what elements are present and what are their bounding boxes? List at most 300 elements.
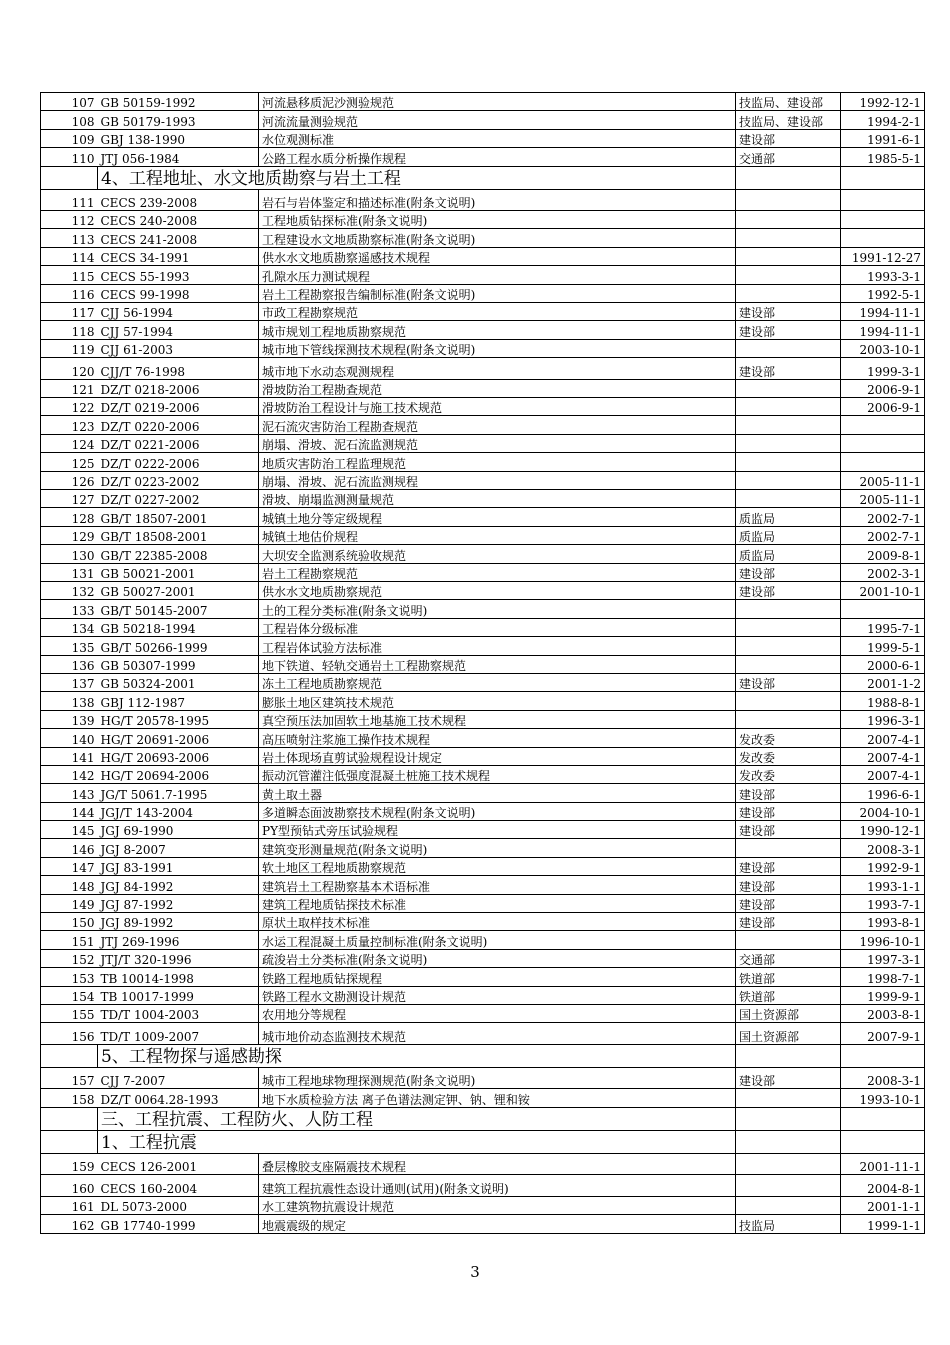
standard-code: CECS 239-2008	[98, 189, 259, 211]
issuing-department	[736, 471, 841, 489]
table-row	[41, 931, 925, 949]
section-spacer-cell	[41, 1130, 98, 1153]
table-row	[41, 398, 925, 416]
standard-name: 供水水文地质勘察遥感技术规程	[259, 247, 736, 265]
table-row	[41, 284, 925, 302]
issuing-department: 建设部	[736, 563, 841, 581]
table-row	[41, 894, 925, 912]
standard-name: 建筑工程抗震性态设计通则(试用)(附条文说明)	[259, 1175, 736, 1197]
effective-date: 1995-7-1	[841, 618, 925, 636]
standard-code: TD/T 1004-2003	[98, 1004, 259, 1022]
standard-code: CJJ 61-2003	[98, 339, 259, 357]
row-number: 127	[41, 490, 98, 508]
effective-date: 2006-9-1	[841, 398, 925, 416]
row-number: 108	[41, 111, 98, 129]
standard-code: GB/T 50145-2007	[98, 600, 259, 618]
table-row	[41, 266, 925, 284]
row-number: 122	[41, 398, 98, 416]
row-number: 154	[41, 986, 98, 1004]
row-number: 140	[41, 729, 98, 747]
row-number: 112	[41, 211, 98, 229]
row-number: 162	[41, 1215, 98, 1233]
issuing-department: 技监局	[736, 1215, 841, 1233]
table-row	[41, 303, 925, 321]
effective-date: 2000-6-1	[841, 655, 925, 673]
standard-name: 岩土工程勘察报告编制标准(附条文说明)	[259, 284, 736, 302]
standard-name: 城市工程地球物理探测规范(附条文说明)	[259, 1067, 736, 1089]
section-dept-cell	[736, 1107, 841, 1130]
table-row	[41, 321, 925, 339]
row-number: 158	[41, 1089, 98, 1107]
effective-date	[841, 211, 925, 229]
table-row	[41, 229, 925, 247]
issuing-department: 质监局	[736, 545, 841, 563]
effective-date: 1988-8-1	[841, 692, 925, 710]
issuing-department	[736, 600, 841, 618]
row-number: 124	[41, 434, 98, 452]
effective-date: 2004-8-1	[841, 1175, 925, 1197]
table-row	[41, 1067, 925, 1089]
table-row	[41, 1004, 925, 1022]
table-row	[41, 508, 925, 526]
section-spacer-cell	[41, 1107, 98, 1130]
standard-name: 公路工程水质分析操作规程	[259, 148, 736, 166]
table-row	[41, 821, 925, 839]
standard-code: CECS 99-1998	[98, 284, 259, 302]
effective-date: 1996-6-1	[841, 784, 925, 802]
standard-code: GB/T 22385-2008	[98, 545, 259, 563]
standard-name: 供水水文地质勘察规范	[259, 581, 736, 599]
table-row	[41, 986, 925, 1004]
issuing-department: 建设部	[736, 913, 841, 931]
issuing-department	[736, 490, 841, 508]
row-number: 153	[41, 968, 98, 986]
standard-name: 河流流量测验规范	[259, 111, 736, 129]
issuing-department	[736, 416, 841, 434]
row-number: 161	[41, 1196, 98, 1214]
standard-code: JGJ 83-1991	[98, 857, 259, 875]
table-row	[41, 857, 925, 875]
issuing-department: 发改委	[736, 729, 841, 747]
table-row	[41, 129, 925, 147]
table-row	[41, 618, 925, 636]
table-row	[41, 211, 925, 229]
table-row	[41, 453, 925, 471]
table-row	[41, 148, 925, 166]
issuing-department	[736, 618, 841, 636]
issuing-department	[736, 637, 841, 655]
issuing-department: 建设部	[736, 784, 841, 802]
row-number: 160	[41, 1175, 98, 1197]
standard-name: 城镇土地估价规程	[259, 526, 736, 544]
issuing-department	[736, 1089, 841, 1107]
table-row	[41, 839, 925, 857]
table-row	[41, 471, 925, 489]
issuing-department	[736, 931, 841, 949]
effective-date: 2002-3-1	[841, 563, 925, 581]
table-row	[41, 545, 925, 563]
table-row	[41, 949, 925, 967]
row-number: 120	[41, 358, 98, 380]
standard-code: JGJ/T 143-2004	[98, 802, 259, 820]
table-row	[41, 339, 925, 357]
effective-date	[841, 229, 925, 247]
issuing-department: 建设部	[736, 673, 841, 691]
table-row	[41, 876, 925, 894]
table-row	[41, 1023, 925, 1045]
standard-code: JGJ 89-1992	[98, 913, 259, 931]
standard-name: 孔隙水压力测试规程	[259, 266, 736, 284]
effective-date: 1991-12-27	[841, 247, 925, 265]
issuing-department	[736, 1175, 841, 1197]
row-number: 111	[41, 189, 98, 211]
standard-code: DZ/T 0218-2006	[98, 379, 259, 397]
standard-code: DL 5073-2000	[98, 1196, 259, 1214]
effective-date: 1999-5-1	[841, 637, 925, 655]
row-number: 151	[41, 931, 98, 949]
effective-date: 1999-9-1	[841, 986, 925, 1004]
standard-code: CJJ/T 76-1998	[98, 358, 259, 380]
standard-name: 原状土取样技术标准	[259, 913, 736, 931]
issuing-department	[736, 1153, 841, 1175]
standard-name: 建筑工程地质钻探技术标准	[259, 894, 736, 912]
row-number: 119	[41, 339, 98, 357]
row-number: 118	[41, 321, 98, 339]
issuing-department: 建设部	[736, 802, 841, 820]
effective-date: 2003-8-1	[841, 1004, 925, 1022]
row-number: 156	[41, 1023, 98, 1045]
standard-code: HG/T 20694-2006	[98, 765, 259, 783]
row-number: 130	[41, 545, 98, 563]
issuing-department	[736, 434, 841, 452]
section-header-row	[41, 166, 925, 189]
issuing-department: 交通部	[736, 949, 841, 967]
section-title: 三、工程抗震、工程防火、人防工程	[98, 1107, 736, 1130]
row-number: 143	[41, 784, 98, 802]
effective-date: 1991-6-1	[841, 129, 925, 147]
standard-name: 滑坡、崩塌监测测量规范	[259, 490, 736, 508]
standard-name: 多道瞬态面波勘察技术规程(附条文说明)	[259, 802, 736, 820]
standard-code: CECS 160-2004	[98, 1175, 259, 1197]
effective-date: 2001-10-1	[841, 581, 925, 599]
standard-name: 冻土工程地质勘察规范	[259, 673, 736, 691]
issuing-department: 技监局、建设部	[736, 111, 841, 129]
standard-code: CJJ 57-1994	[98, 321, 259, 339]
effective-date: 2002-7-1	[841, 526, 925, 544]
issuing-department	[736, 453, 841, 471]
effective-date: 2003-10-1	[841, 339, 925, 357]
issuing-department	[736, 398, 841, 416]
effective-date	[841, 189, 925, 211]
table-row	[41, 673, 925, 691]
section-date-cell	[841, 1044, 925, 1067]
table-row	[41, 1089, 925, 1107]
table-row	[41, 581, 925, 599]
table-row	[41, 189, 925, 211]
section-date-cell	[841, 166, 925, 189]
row-number: 129	[41, 526, 98, 544]
row-number: 150	[41, 913, 98, 931]
row-number: 157	[41, 1067, 98, 1089]
section-dept-cell	[736, 1044, 841, 1067]
row-number: 146	[41, 839, 98, 857]
standard-name: 水运工程混凝土质量控制标准(附条文说明)	[259, 931, 736, 949]
standard-code: TB 10017-1999	[98, 986, 259, 1004]
standard-code: GB 50218-1994	[98, 618, 259, 636]
effective-date: 2001-1-1	[841, 1196, 925, 1214]
row-number: 113	[41, 229, 98, 247]
row-number: 137	[41, 673, 98, 691]
effective-date: 1998-7-1	[841, 968, 925, 986]
page-number: 3	[470, 1263, 480, 1281]
effective-date	[841, 600, 925, 618]
effective-date	[841, 453, 925, 471]
effective-date: 2001-1-2	[841, 673, 925, 691]
issuing-department: 质监局	[736, 508, 841, 526]
section-header-row	[41, 1107, 925, 1130]
standard-code: CECS 126-2001	[98, 1153, 259, 1175]
standard-name: 软土地区工程地质勘察规范	[259, 857, 736, 875]
issuing-department: 建设部	[736, 876, 841, 894]
standard-code: CECS 34-1991	[98, 247, 259, 265]
issuing-department	[736, 839, 841, 857]
table-row	[41, 358, 925, 380]
effective-date: 1993-7-1	[841, 894, 925, 912]
standard-name: 农用地分等规程	[259, 1004, 736, 1022]
issuing-department: 技监局、建设部	[736, 93, 841, 111]
table-row	[41, 729, 925, 747]
issuing-department	[736, 710, 841, 728]
table-row	[41, 802, 925, 820]
standard-code: GB 50021-2001	[98, 563, 259, 581]
issuing-department: 国土资源部	[736, 1004, 841, 1022]
standard-name: 膨胀土地区建筑技术规范	[259, 692, 736, 710]
effective-date: 1994-2-1	[841, 111, 925, 129]
effective-date: 1997-3-1	[841, 949, 925, 967]
table-row	[41, 765, 925, 783]
standard-name: 工程建设水文地质勘察标准(附条文说明)	[259, 229, 736, 247]
effective-date: 1992-5-1	[841, 284, 925, 302]
issuing-department: 国土资源部	[736, 1023, 841, 1045]
row-number: 152	[41, 949, 98, 967]
standard-code: GB 17740-1999	[98, 1215, 259, 1233]
section-title: 1、工程抗震	[98, 1130, 736, 1153]
standard-name: 城市地下水动态观测规程	[259, 358, 736, 380]
effective-date: 1993-10-1	[841, 1089, 925, 1107]
effective-date: 2008-3-1	[841, 1067, 925, 1089]
effective-date: 1992-9-1	[841, 857, 925, 875]
standard-name: 高压喷射注浆施工操作技术规程	[259, 729, 736, 747]
standard-code: GB 50324-2001	[98, 673, 259, 691]
effective-date: 2002-7-1	[841, 508, 925, 526]
issuing-department: 发改委	[736, 747, 841, 765]
standard-code: DZ/T 0227-2002	[98, 490, 259, 508]
standard-name: 岩土工程勘察规范	[259, 563, 736, 581]
table-row	[41, 968, 925, 986]
issuing-department	[736, 189, 841, 211]
standard-code: HG/T 20691-2006	[98, 729, 259, 747]
table-row	[41, 600, 925, 618]
standard-name: 滑坡防治工程勘查规范	[259, 379, 736, 397]
effective-date: 1996-10-1	[841, 931, 925, 949]
standard-code: GBJ 138-1990	[98, 129, 259, 147]
standard-code: GB/T 50266-1999	[98, 637, 259, 655]
issuing-department: 建设部	[736, 303, 841, 321]
issuing-department: 建设部	[736, 857, 841, 875]
standard-name: 城市规划工程地质勘察规范	[259, 321, 736, 339]
effective-date: 2007-4-1	[841, 765, 925, 783]
issuing-department	[736, 1196, 841, 1214]
standard-name: 土的工程分类标准(附条文说明)	[259, 600, 736, 618]
row-number: 109	[41, 129, 98, 147]
table-row	[41, 379, 925, 397]
issuing-department	[736, 284, 841, 302]
standard-code: DZ/T 0221-2006	[98, 434, 259, 452]
standard-name: 振动沉管灌注低强度混凝土桩施工技术规程	[259, 765, 736, 783]
standard-name: 城镇土地分等定级规程	[259, 508, 736, 526]
standard-name: 岩石与岩体鉴定和描述标准(附条文说明)	[259, 189, 736, 211]
standard-code: JGJ 87-1992	[98, 894, 259, 912]
standard-code: GB 50027-2001	[98, 581, 259, 599]
row-number: 116	[41, 284, 98, 302]
section-dept-cell	[736, 166, 841, 189]
row-number: 147	[41, 857, 98, 875]
issuing-department	[736, 655, 841, 673]
standard-name: 大坝安全监测系统验收规范	[259, 545, 736, 563]
row-number: 149	[41, 894, 98, 912]
standard-code: CJJ 7-2007	[98, 1067, 259, 1089]
standard-code: DZ/T 0222-2006	[98, 453, 259, 471]
table-row	[41, 490, 925, 508]
effective-date: 1999-3-1	[841, 358, 925, 380]
table-row	[41, 637, 925, 655]
row-number: 125	[41, 453, 98, 471]
row-number: 138	[41, 692, 98, 710]
standard-code: HG/T 20693-2006	[98, 747, 259, 765]
row-number: 141	[41, 747, 98, 765]
row-number: 132	[41, 581, 98, 599]
row-number: 133	[41, 600, 98, 618]
table-row	[41, 784, 925, 802]
row-number: 155	[41, 1004, 98, 1022]
standard-code: DZ/T 0219-2006	[98, 398, 259, 416]
effective-date: 1990-12-1	[841, 821, 925, 839]
standard-code: GB 50307-1999	[98, 655, 259, 673]
standard-code: JTJ 269-1996	[98, 931, 259, 949]
table-row	[41, 111, 925, 129]
standard-code: HG/T 20578-1995	[98, 710, 259, 728]
standard-name: 铁路工程地质钻探规程	[259, 968, 736, 986]
section-spacer-cell	[41, 1044, 98, 1067]
standard-code: JTJ 056-1984	[98, 148, 259, 166]
effective-date	[841, 434, 925, 452]
standard-name: 建筑变形测量规范(附条文说明)	[259, 839, 736, 857]
issuing-department	[736, 339, 841, 357]
standard-name: 工程岩体试验方法标准	[259, 637, 736, 655]
row-number: 135	[41, 637, 98, 655]
issuing-department	[736, 211, 841, 229]
table-row	[41, 1196, 925, 1214]
table-row	[41, 710, 925, 728]
standard-name: 地质灾害防治工程监理规范	[259, 453, 736, 471]
section-title: 5、工程物探与遥感勘探	[98, 1044, 736, 1067]
row-number: 114	[41, 247, 98, 265]
standard-name: 地震震级的规定	[259, 1215, 736, 1233]
standard-name: PY型预钻式旁压试验规程	[259, 821, 736, 839]
table-row	[41, 93, 925, 111]
issuing-department: 铁道部	[736, 986, 841, 1004]
table-row	[41, 913, 925, 931]
effective-date: 2006-9-1	[841, 379, 925, 397]
standard-code: TD/T 1009-2007	[98, 1023, 259, 1045]
row-number: 136	[41, 655, 98, 673]
standard-name: 叠层橡胶支座隔震技术规程	[259, 1153, 736, 1175]
issuing-department: 建设部	[736, 1067, 841, 1089]
row-number: 145	[41, 821, 98, 839]
standard-code: CECS 240-2008	[98, 211, 259, 229]
standard-name: 疏浚岩土分类标准(附条文说明)	[259, 949, 736, 967]
row-number: 128	[41, 508, 98, 526]
effective-date	[841, 416, 925, 434]
standard-name: 崩塌、滑坡、泥石流监测规程	[259, 471, 736, 489]
standard-code: CJJ 56-1994	[98, 303, 259, 321]
issuing-department: 建设部	[736, 581, 841, 599]
row-number: 139	[41, 710, 98, 728]
row-number: 159	[41, 1153, 98, 1175]
row-number: 142	[41, 765, 98, 783]
issuing-department	[736, 379, 841, 397]
standard-name: 黄土取土器	[259, 784, 736, 802]
table-row	[41, 655, 925, 673]
issuing-department: 铁道部	[736, 968, 841, 986]
issuing-department: 交通部	[736, 148, 841, 166]
standard-name: 河流悬移质泥沙测验规范	[259, 93, 736, 111]
row-number: 110	[41, 148, 98, 166]
effective-date: 2008-3-1	[841, 839, 925, 857]
section-spacer-cell	[41, 166, 98, 189]
issuing-department: 建设部	[736, 129, 841, 147]
row-number: 134	[41, 618, 98, 636]
standard-name: 泥石流灾害防治工程勘查规范	[259, 416, 736, 434]
table-row	[41, 692, 925, 710]
issuing-department: 建设部	[736, 894, 841, 912]
table-row	[41, 563, 925, 581]
row-number: 131	[41, 563, 98, 581]
standard-code: CECS 55-1993	[98, 266, 259, 284]
row-number: 121	[41, 379, 98, 397]
standard-code: GBJ 112-1987	[98, 692, 259, 710]
section-date-cell	[841, 1107, 925, 1130]
effective-date: 2001-11-1	[841, 1153, 925, 1175]
row-number: 117	[41, 303, 98, 321]
effective-date: 2007-4-1	[841, 747, 925, 765]
standard-code: JGJ 69-1990	[98, 821, 259, 839]
standard-code: JGJ 84-1992	[98, 876, 259, 894]
table-row	[41, 416, 925, 434]
table-row	[41, 1153, 925, 1175]
standard-code: JGJ 8-2007	[98, 839, 259, 857]
standard-name: 建筑岩土工程勘察基本术语标准	[259, 876, 736, 894]
standard-code: GB 50159-1992	[98, 93, 259, 111]
row-number: 148	[41, 876, 98, 894]
table-row	[41, 247, 925, 265]
issuing-department: 建设部	[736, 321, 841, 339]
effective-date: 2005-11-1	[841, 490, 925, 508]
table-row	[41, 1175, 925, 1197]
standards-table-body	[41, 93, 925, 1234]
issuing-department: 质监局	[736, 526, 841, 544]
issuing-department: 建设部	[736, 358, 841, 380]
